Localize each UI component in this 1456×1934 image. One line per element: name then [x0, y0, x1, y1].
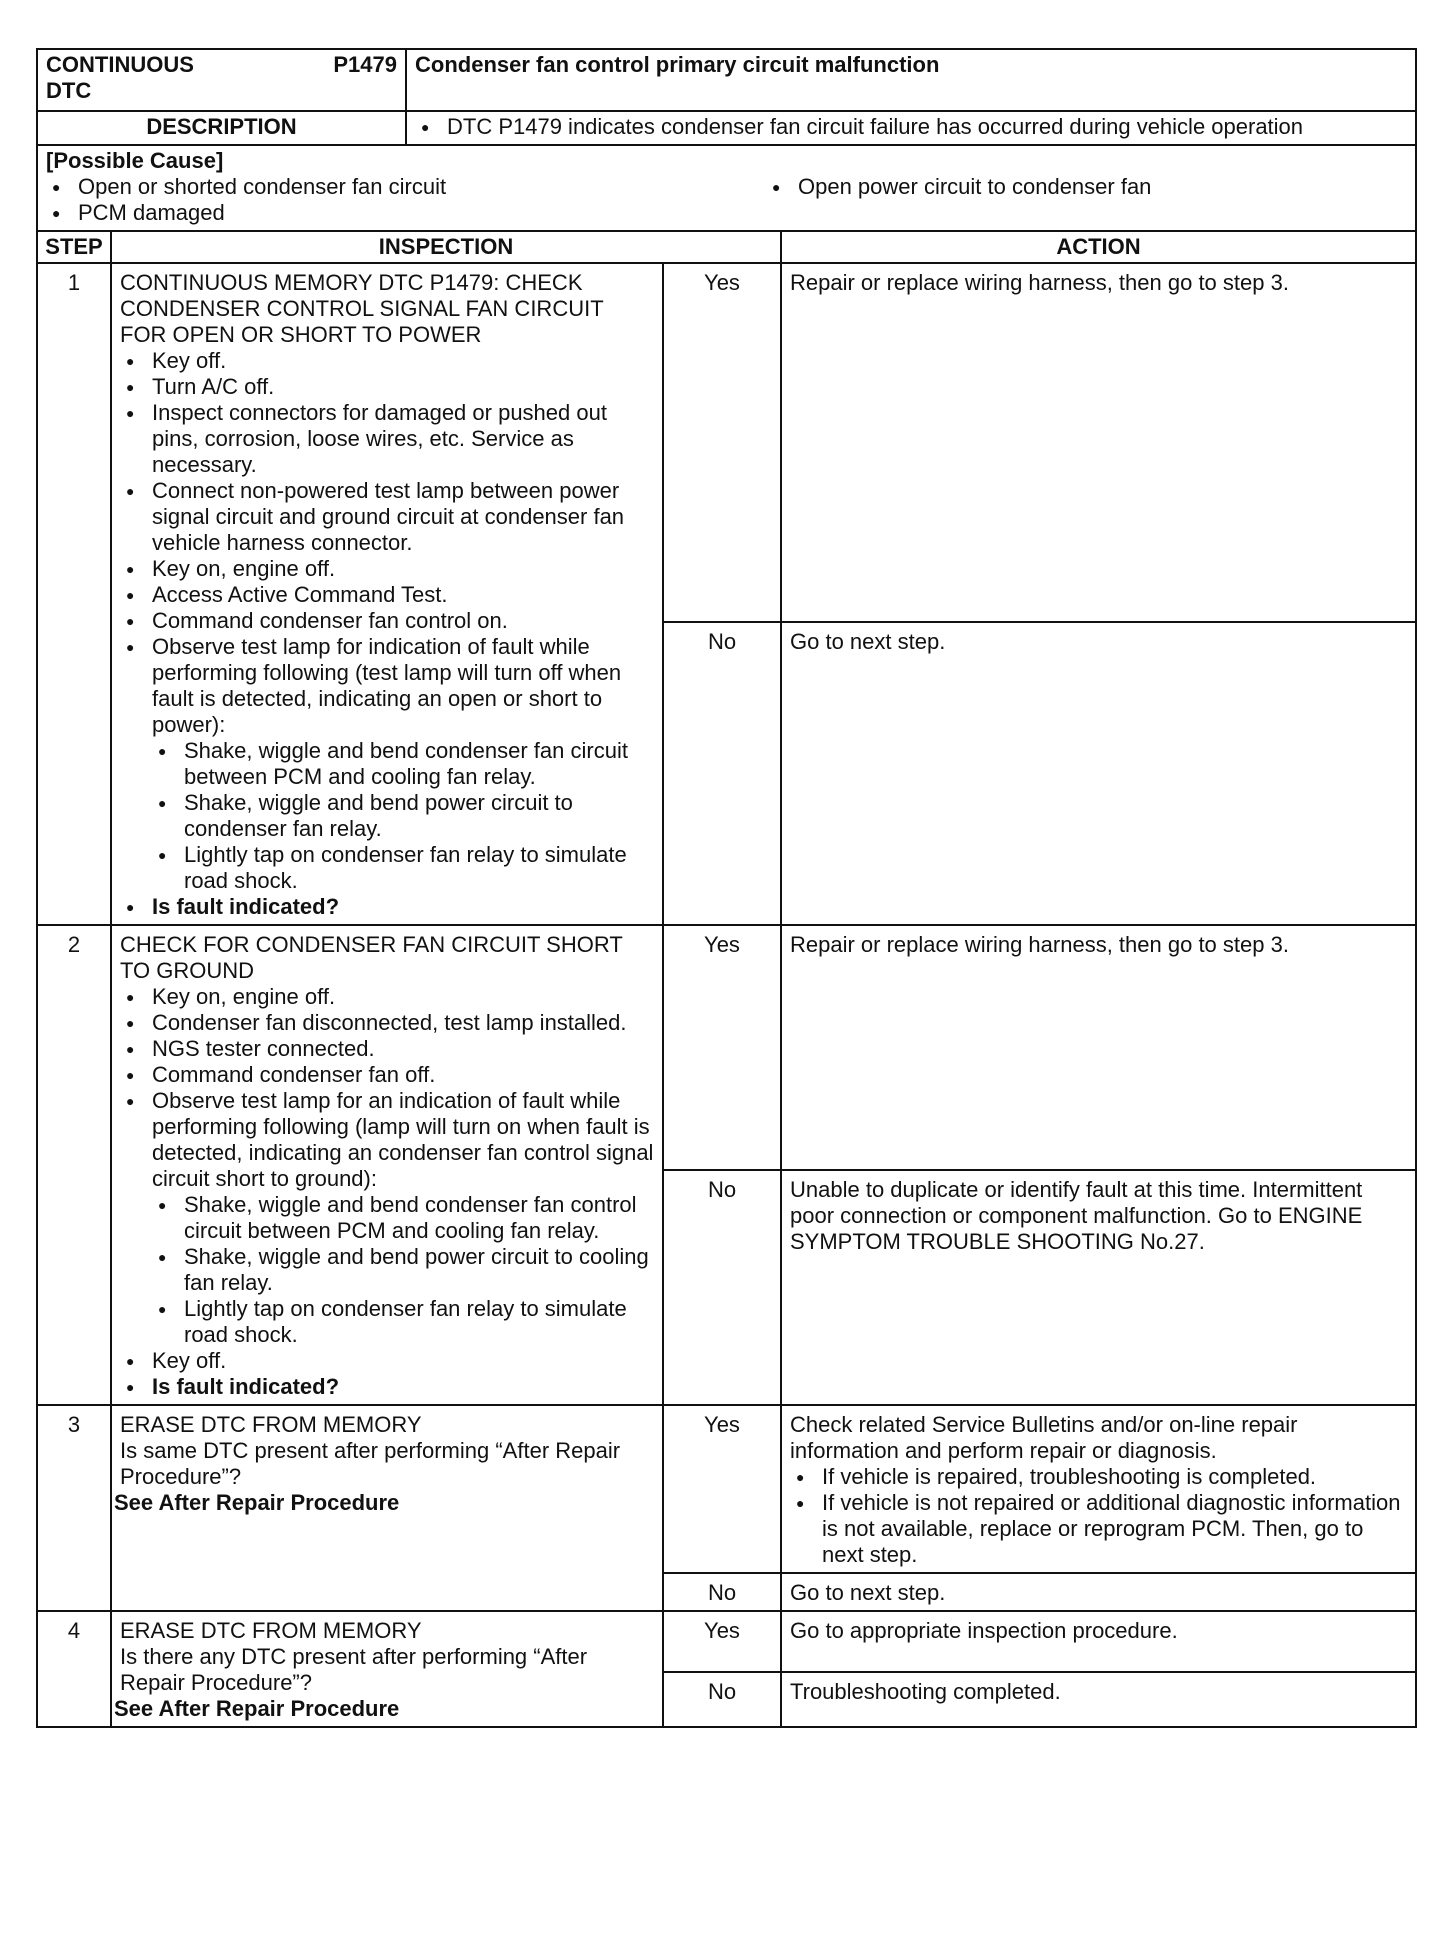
column-header-row: [37, 231, 1416, 263]
yes-label: Yes: [663, 1405, 781, 1573]
yes-action: Repair or replace wiring harness, then go to step 3.: [781, 263, 1416, 622]
step-title: CONTINUOUS MEMORY DTC P1479: CHECK CONDENSER CONTROL SIGNAL FAN CIRCUIT FOR OPEN OR SHORT TO POWER: [120, 270, 604, 347]
step-title: ERASE DTC FROM MEMORY: [120, 1412, 422, 1437]
step-row: [37, 925, 1416, 1170]
no-label: No: [663, 1672, 781, 1727]
inspection-sub-bullet: ● Shake, wiggle and bend condenser fan control circuit between PCM and cooling fan relay.: [152, 1192, 654, 1244]
inspection-bullet: ● Turn A/C off.: [120, 374, 654, 400]
yes-action: Go to appropriate inspection procedure.: [781, 1611, 1416, 1672]
step-inspection: [111, 925, 663, 1405]
yes-label: Yes: [663, 263, 781, 622]
inspection-bullet: ● Connect non-powered test lamp between power signal circuit and ground circuit at condenser fan vehicle harness connector.: [120, 478, 654, 556]
inspection-sub-bullet: ● Lightly tap on condenser fan relay to simulate road shock.: [152, 842, 654, 894]
inspection-bullet: ● NGS tester connected.: [120, 1036, 654, 1062]
inspection-bullet: ● Observe test lamp for an indication of fault while performing following (lamp will turn on when fault is detected, indicating an condenser fan control signal circuit short to ground): ● Shake, wiggle and bend condenser fan control circuit between PCM and cooling fan relay. ● Shake, wiggle and bend power circuit to cooling fan relay. ● Lightly tap on condenser fan relay to simulate road shock.: [120, 1088, 654, 1348]
no-label: No: [663, 622, 781, 925]
no-label: No: [663, 1573, 781, 1611]
step-number: 1: [37, 263, 111, 925]
inspection-bullet: ● Key on, engine off.: [120, 556, 654, 582]
description-text: ● DTC P1479 indicates condenser fan circuit failure has occurred during vehicle operation: [415, 114, 1407, 140]
cause-item: ● Open or shorted condenser fan circuit: [46, 174, 766, 200]
step-title: CHECK FOR CONDENSER FAN CIRCUIT SHORT TO GROUND: [120, 932, 623, 983]
inspection-sub-bullet: ● Shake, wiggle and bend power circuit to cooling fan relay.: [152, 1244, 654, 1296]
step-inspection: [111, 1611, 663, 1727]
no-label: No: [663, 1170, 781, 1405]
inspection-question: ● Is fault indicated?: [120, 894, 654, 920]
no-action: Go to next step.: [781, 1573, 1416, 1611]
inspection-bullet: ● Inspect connectors for damaged or pushed out pins, corrosion, loose wires, etc. Service as necessary.: [120, 400, 654, 478]
inspection-bullet: ● Key off.: [120, 1348, 654, 1374]
step-inspection: [111, 263, 663, 925]
step-column-header: STEP: [37, 231, 111, 263]
step-number: 2: [37, 925, 111, 1405]
see-reference: See After Repair Procedure: [114, 1490, 400, 1515]
yes-action: Check related Service Bulletins and/or on-line repair information and perform repair or diagnosis.: [790, 1412, 1298, 1463]
yes-label: Yes: [663, 1611, 781, 1672]
inspection-bullet: ● Access Active Command Test.: [120, 582, 654, 608]
inspection-question: ● Is fault indicated?: [120, 1374, 654, 1400]
inspection-sub-bullet: ● Lightly tap on condenser fan relay to simulate road shock.: [152, 1296, 654, 1348]
description-text-cell: [406, 111, 1416, 145]
inspection-bullet: ● Observe test lamp for indication of fault while performing following (test lamp will turn off when fault is detected, indicating an open or short to power): ● Shake, wiggle and bend condenser fan circuit between PCM and cooling fan relay. ● Shake, wiggle and bend power circuit to condenser fan relay. ● Lightly tap on condenser fan relay to simulate road shock.: [120, 634, 654, 894]
no-action: Unable to duplicate or identify fault at this time. Intermittent poor connection or component malfunction. Go to ENGINE SYMPTOM TROUBLE SHOOTING No.27.: [781, 1170, 1416, 1405]
dtc-document: [36, 48, 1415, 1728]
header-row: [37, 49, 1416, 111]
step-text: Is same DTC present after performing “After Repair Procedure”?: [120, 1438, 621, 1489]
inspection-bullet: ● Command condenser fan off.: [120, 1062, 654, 1088]
no-action: Troubleshooting completed.: [781, 1672, 1416, 1727]
yes-action: Repair or replace wiring harness, then go to step 3.: [781, 925, 1416, 1170]
inspection-bullet: ● Condenser fan disconnected, test lamp installed.: [120, 1010, 654, 1036]
step-inspection: [111, 1405, 663, 1611]
action-bullet: ● If vehicle is not repaired or additional diagnostic information is not available, replace or reprogram PCM. Then, go to next step.: [790, 1490, 1407, 1568]
possible-cause-row: [37, 145, 1416, 231]
dtc-title-cell: [406, 49, 1416, 111]
dtc-type: CONTINUOUS DTC: [46, 52, 194, 103]
inspection-sub-bullet: ● Shake, wiggle and bend power circuit to condenser fan relay.: [152, 790, 654, 842]
description-row: [37, 111, 1416, 145]
step-number: 4: [37, 1611, 111, 1727]
inspection-sub-bullet: ● Shake, wiggle and bend condenser fan circuit between PCM and cooling fan relay.: [152, 738, 654, 790]
dtc-code: P1479: [333, 52, 397, 77]
action-column-header: ACTION: [781, 231, 1416, 263]
inspection-bullet: ● Key on, engine off.: [120, 984, 654, 1010]
dtc-title: Condenser fan control primary circuit malfunction: [415, 52, 940, 77]
see-reference: See After Repair Procedure: [114, 1696, 400, 1721]
inspection-bullet: ● Command condenser fan control on.: [120, 608, 654, 634]
step-row: [37, 263, 1416, 622]
step-row: [37, 1611, 1416, 1672]
step-text: Is there any DTC present after performing “After Repair Procedure”?: [120, 1644, 588, 1695]
cause-item: ● Open power circuit to condenser fan: [766, 174, 1407, 200]
step-title: ERASE DTC FROM MEMORY: [120, 1618, 422, 1643]
action-bullet: ● If vehicle is repaired, troubleshooting is completed.: [790, 1464, 1407, 1490]
dtc-table: [36, 48, 1417, 1728]
yes-label: Yes: [663, 925, 781, 1170]
inspection-bullet: ● Key off.: [120, 348, 654, 374]
yes-action-cell: [781, 1405, 1416, 1573]
possible-cause-cell: [37, 145, 1416, 231]
description-label: DESCRIPTION: [146, 114, 297, 139]
inspection-column-header: INSPECTION: [111, 231, 781, 263]
no-action: Go to next step.: [781, 622, 1416, 925]
cause-item: ● PCM damaged: [46, 200, 766, 226]
description-label-cell: [37, 111, 406, 145]
step-row: [37, 1405, 1416, 1573]
possible-cause-label: [Possible Cause]: [46, 148, 224, 173]
step-number: 3: [37, 1405, 111, 1611]
dtc-type-cell: [37, 49, 406, 111]
